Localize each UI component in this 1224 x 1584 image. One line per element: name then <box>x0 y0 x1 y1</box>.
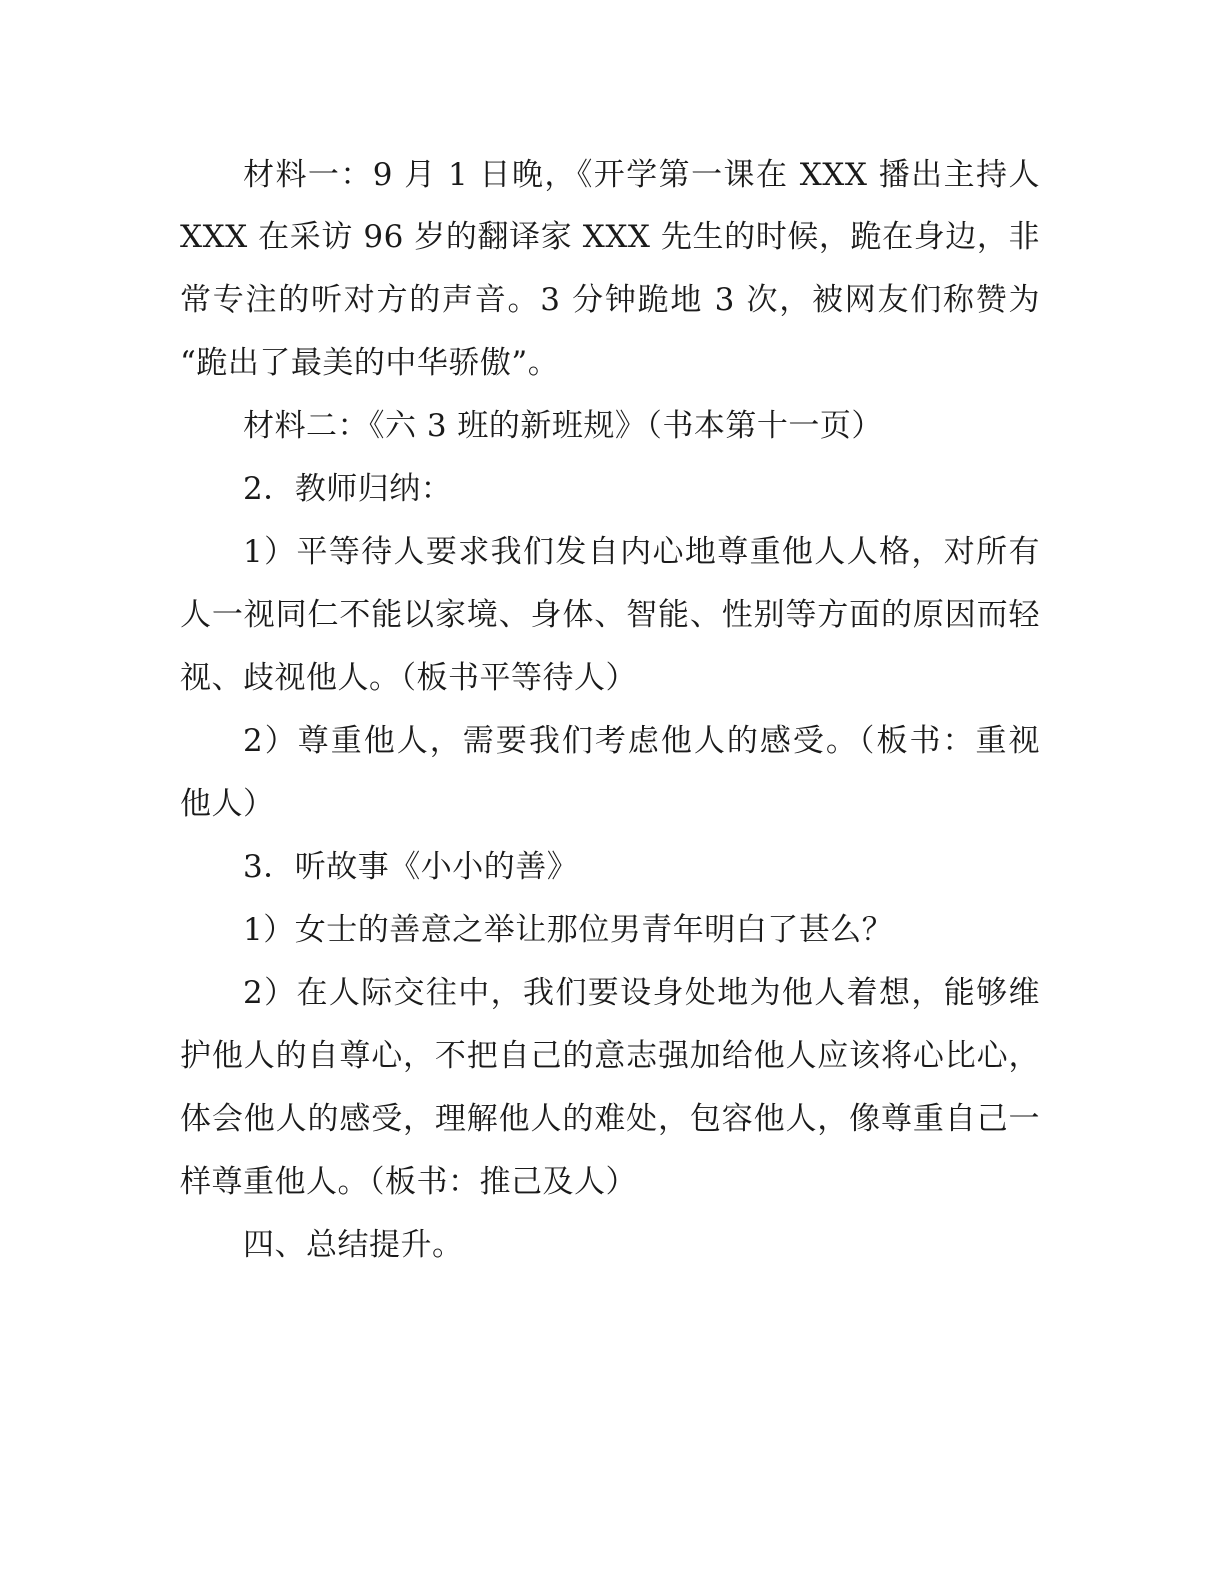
point-empathy-line-1: 2）在人际交往中，我们要设身处地为他人着想，能够维 <box>243 975 1040 1011</box>
heading-teacher-summary: 2．教师归纳： <box>243 471 453 507</box>
paragraph-material-two: 材料二：《六 3 班的新班规》（书本第十一页） <box>243 408 883 444</box>
heading-conclusion: 四、总结提升。 <box>243 1227 464 1263</box>
point-equal-treatment-line-1: 1）平等待人要求我们发自内心地尊重他人人格，对所有 <box>243 534 1040 570</box>
point-empathy-line-2: 护他人的自尊心，不把自己的意志强加给他人应该将心比心， <box>180 1038 1040 1074</box>
heading-listen-story: 3．听故事《小小的善》 <box>243 849 579 885</box>
point-equal-treatment-line-2: 人一视同仁不能以家境、身体、智能、性别等方面的原因而轻 <box>180 597 1040 633</box>
paragraph-material-one-line-4: “跪出了最美的中华骄傲”。 <box>180 345 560 381</box>
point-empathy-line-3: 体会他人的感受，理解他人的难处，包容他人，像尊重自己一 <box>180 1101 1040 1137</box>
paragraph-material-one-line-1: 材料一：9 月 1 日晚，《开学第一课在 XXX 播出主持人 <box>243 157 1040 193</box>
paragraph-material-one-line-3: 常专注的听对方的声音。3 分钟跪地 3 次，被网友们称赞为 <box>180 282 1040 318</box>
paragraph-material-one-line-2: XXX 在采访 96 岁的翻译家 XXX 先生的时候，跪在身边，非 <box>180 219 1040 255</box>
point-empathy-line-4: 样尊重他人。（板书：推己及人） <box>180 1164 637 1200</box>
point-equal-treatment-line-3: 视、歧视他人。（板书平等待人） <box>180 660 637 696</box>
point-respect-others-line-2: 他人） <box>180 786 275 822</box>
point-respect-others-line-1: 2）尊重他人，需要我们考虑他人的感受。（板书：重视 <box>243 723 1040 759</box>
question-kindness: 1）女士的善意之举让那位男青年明白了甚么？ <box>243 912 894 948</box>
